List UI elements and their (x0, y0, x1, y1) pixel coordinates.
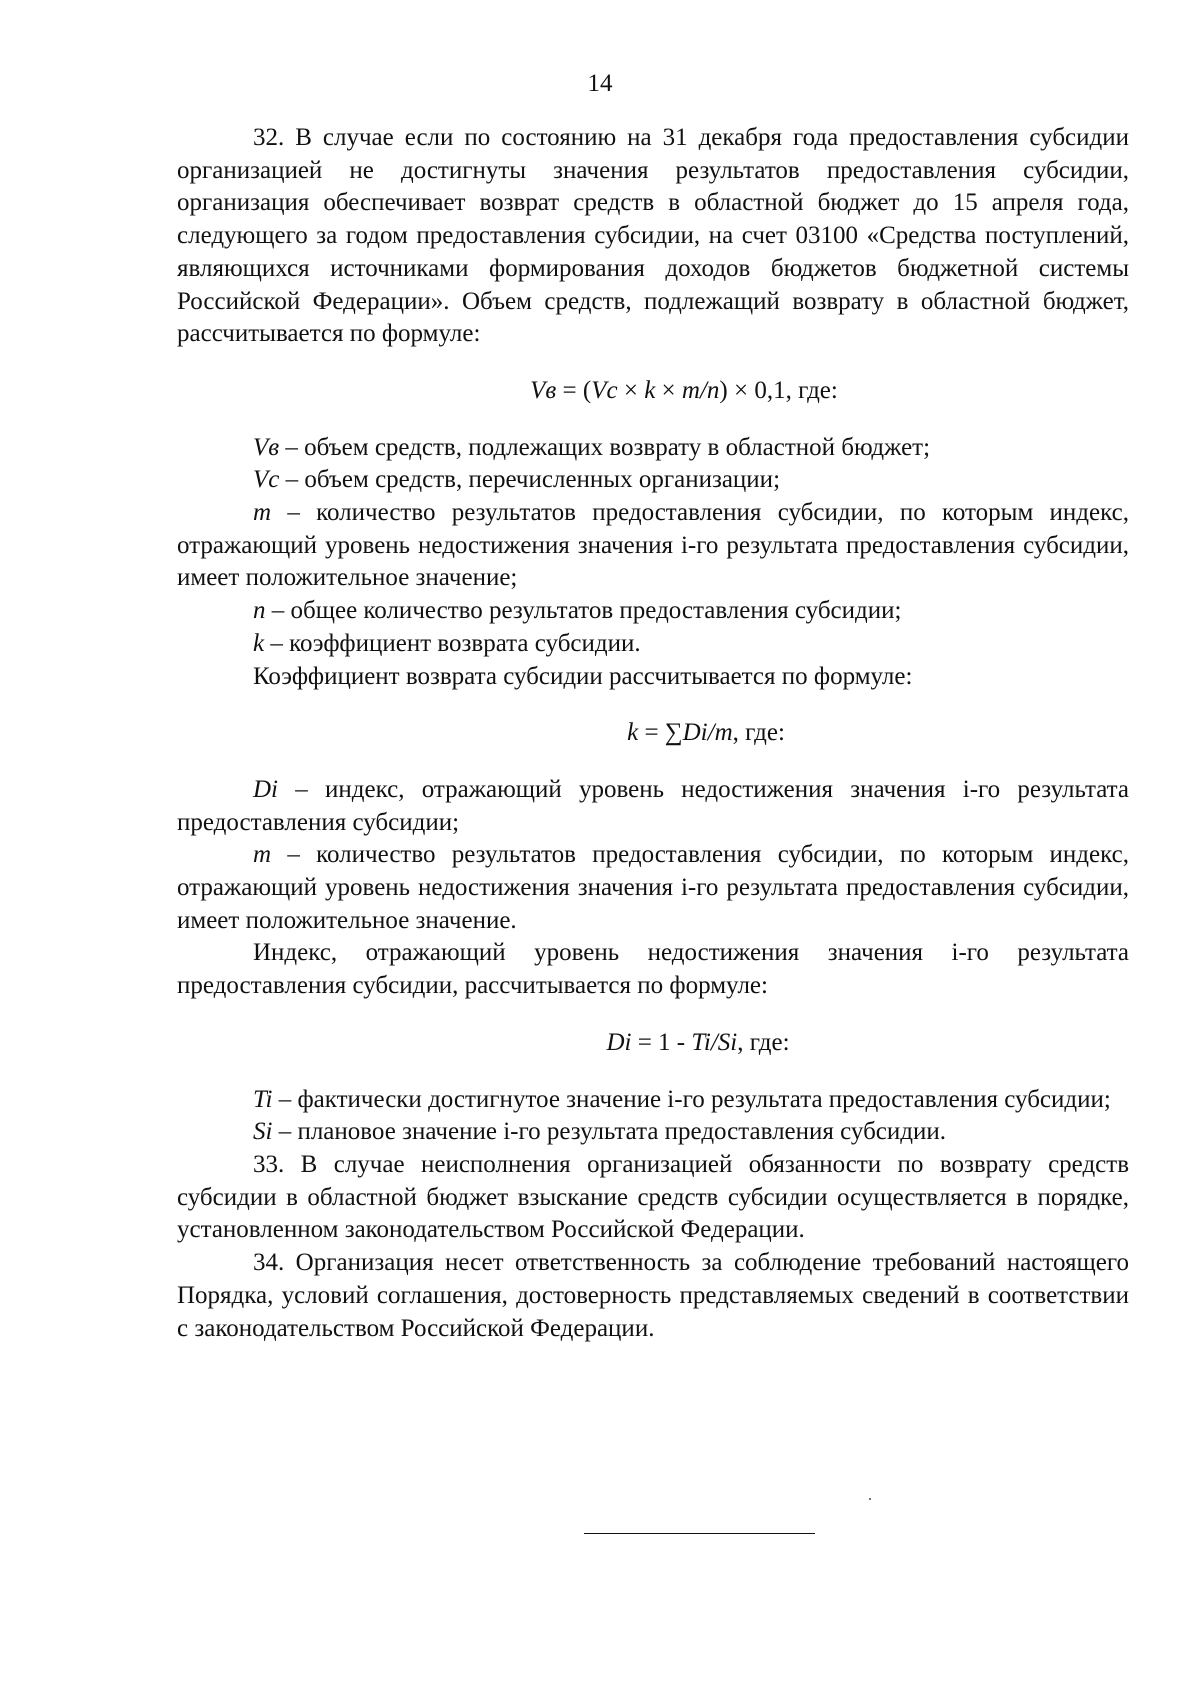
definition-text: – индекс, отражающий уровень недостижения значения i-го результата предоставления субсидии; (177, 775, 1129, 836)
definition-var: m (253, 841, 272, 869)
formula-text: × (655, 376, 682, 404)
document-body (177, 122, 1129, 1345)
end-rule (584, 1533, 815, 1534)
formula-text: = 1 - (631, 1028, 692, 1056)
formula-var: Vc (591, 376, 618, 404)
scan-speck (869, 1498, 871, 1500)
definition-var: k (253, 629, 265, 657)
definition-var: n (253, 597, 266, 625)
definition-text: – количество результатов предоставления субсидии, по которым индекс, отражающий уровень недостижения значения i-го результата предоставления субсидии, имеет положительное значение. (177, 841, 1129, 934)
definition-text: – фактически достигнутое значение i-го результата предоставления субсидии; (272, 1085, 1111, 1113)
paragraph-33: 33. В случае неисполнения организацией обязанности по возврату средств субсидии в областной бюджет взыскание средств субсидии осуществляется в порядке, установленном законодательством Российской Федерации. (177, 1150, 1129, 1244)
definition-var: Si (253, 1118, 273, 1146)
definition-var: Ti (253, 1085, 273, 1113)
formula-text: ) × 0,1, где: (719, 376, 838, 404)
formula-text: , где: (732, 719, 785, 747)
paragraph-32: 32. В случае если по состоянию на 31 декабря года предоставления субсидии организацией не достигнуты значения результатов предоставления субсидии, организация обеспечивает возврат средств в областной бюджет до 15 апреля года, следующего за годом предоставления субсидии, на счет 03100 «Средства поступлений, являющихся источниками формирования доходов бюджетов бюджетной системы Российской Федерации». Объем средств, подлежащий возврату в областной бюджет, рассчитывается по формуле: (177, 124, 1129, 348)
formula-return-coefficient (177, 717, 1129, 750)
definition-var: m (253, 499, 272, 527)
definition-ti (177, 1084, 1129, 1117)
paragraph-34: 34. Организация несет ответственность за соблюдение требований настоящего Порядка, условий соглашения, достоверность представляемых сведений в соответствии с законодательством Российской Федерации. (177, 1249, 1129, 1342)
paragraph-k-intro: Коэффициент возврата субсидии рассчитывается по формуле: (253, 662, 913, 690)
definition-m-second (177, 839, 1129, 937)
formula-var: m/n (681, 376, 720, 404)
formula-var: Ti/Si (691, 1028, 738, 1056)
definition-text: – объем средств, подлежащих возврату в областной бюджет; (279, 433, 931, 461)
definition-var: Vc (253, 466, 280, 494)
definition-text: – плановое значение i-го результата предоставления субсидии. (272, 1118, 947, 1146)
formula-var: k (644, 376, 656, 404)
definition-di (177, 774, 1129, 839)
formula-var: Di (606, 1028, 632, 1056)
formula-text: = ( (556, 376, 592, 404)
formula-index (177, 1027, 1129, 1060)
definition-m (177, 497, 1129, 595)
definition-var: Di (253, 775, 278, 803)
definition-vc (177, 464, 1129, 497)
formula-var: k (627, 719, 639, 747)
definition-text: – объем средств, перечисленных организации; (279, 466, 781, 494)
formula-var: Vв (530, 376, 557, 404)
formula-text: = ∑ (638, 719, 683, 747)
formula-var: Di/m (682, 719, 733, 747)
definition-k (177, 628, 1129, 661)
page-number: 14 (587, 70, 613, 97)
definition-text: – общее количество результатов предоставления субсидии; (265, 597, 902, 625)
formula-text: , где: (737, 1028, 790, 1056)
definition-text: – количество результатов предоставления субсидии, по которым индекс, отражающий уровень недостижения значения i-го результата предоставления субсидии, имеет положительное значение; (177, 499, 1129, 592)
definition-vv (177, 432, 1129, 465)
definition-text: – коэффициент возврата субсидии. (264, 629, 641, 657)
formula-text: × (617, 376, 645, 404)
paragraph-di-intro: Индекс, отражающий уровень недостижения значения i-го результата предоставления субсидии, рассчитывается по формуле: (177, 939, 1129, 1000)
formula-return-volume (177, 375, 1129, 408)
definition-n (177, 595, 1129, 628)
definition-var: Vв (253, 433, 280, 461)
definition-si (177, 1116, 1129, 1149)
